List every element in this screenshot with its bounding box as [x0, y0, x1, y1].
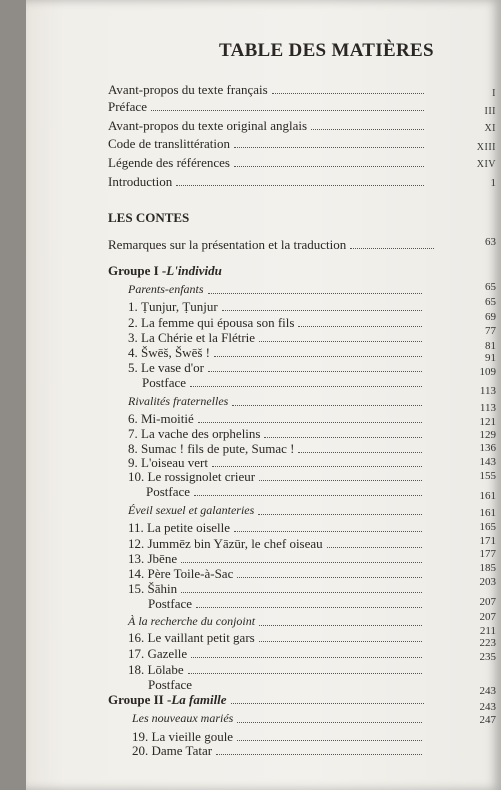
toc-entry: Remarques sur la présentation et la traduction: [108, 235, 438, 252]
toc-entry: Légende des références: [108, 153, 428, 170]
toc-entry: 19. La vieille goule: [132, 727, 426, 744]
page-number: 113: [479, 402, 496, 414]
page-number: 247: [479, 714, 496, 726]
subsection-heading: Les nouveaux mariés: [132, 709, 426, 726]
toc-entry: 15. Šāhin: [128, 579, 426, 596]
toc-entry: 3. La Chérie et la Flétrie: [128, 328, 426, 345]
page-number: 243: [479, 701, 496, 713]
toc-entry: Préface: [108, 97, 428, 114]
toc-entry: 20. Dame Tatar: [132, 741, 426, 758]
page-number: 91: [485, 352, 496, 364]
toc-entry: Avant-propos du texte original anglais: [108, 116, 428, 133]
page-number: 177: [479, 548, 496, 560]
page-number: 69: [485, 311, 496, 323]
page-number: 109: [479, 366, 496, 378]
toc-entry: 13. Jbēne: [128, 549, 426, 566]
page-number: 207: [479, 611, 496, 623]
page-number: 235: [479, 651, 496, 663]
toc-entry: 17. Gazelle: [128, 644, 426, 661]
toc-entry: 6. Mi-moitié: [128, 409, 426, 426]
page-number: 185: [479, 562, 496, 574]
toc-entry: 18. Lōlabe: [128, 660, 426, 677]
page-number: 155: [479, 470, 496, 482]
toc-entry: Postface: [148, 677, 193, 692]
toc-entry: Code de translittération: [108, 134, 428, 151]
page-number: 161: [479, 507, 496, 519]
subsection-heading: Parents-enfants: [128, 280, 426, 297]
toc-entry: Postface: [142, 373, 426, 390]
page-number: 77: [485, 325, 496, 337]
group-heading: Groupe I - L'individu: [108, 263, 222, 278]
page-number: 63: [485, 236, 496, 248]
page-number: 113: [479, 385, 496, 397]
page-number: 65: [485, 281, 496, 293]
page-number: XIII: [476, 142, 496, 153]
page-number: 161: [479, 490, 496, 502]
page-title: TABLE DES MATIÈRES: [219, 40, 434, 61]
toc-entry: Postface: [148, 594, 426, 611]
page-number: 143: [479, 456, 496, 468]
toc-entry: Avant-propos du texte français: [108, 80, 428, 97]
toc-entry: 12. Jummēz bin Yāzūr, le chef oiseau: [128, 534, 426, 551]
page-number: 165: [479, 521, 496, 533]
page-number: 243: [479, 685, 496, 697]
toc-entry: Introduction: [108, 172, 428, 189]
toc-entry: Postface: [146, 482, 426, 499]
page-number: 1: [490, 177, 496, 189]
page-number: 203: [479, 576, 496, 588]
page-number: 129: [479, 429, 496, 441]
toc-entry: 11. La petite oiselle: [128, 518, 426, 535]
toc-entry: 10. Le rossignolet crieur: [128, 467, 426, 484]
page-number: 223: [479, 637, 496, 649]
page-number: 65: [485, 296, 496, 308]
page-number: XI: [484, 123, 496, 134]
page-number: 207: [479, 596, 496, 608]
page-number: 81: [485, 340, 496, 352]
page-number: XIV: [476, 159, 496, 170]
toc-entry: 4. Šwēš, Šwēš !: [128, 343, 426, 360]
toc-entry: 2. La femme qui épousa son fils: [128, 313, 426, 330]
group-heading: Groupe II - La famille: [108, 690, 428, 707]
toc-entry: 8. Sumac ! fils de pute, Sumac !: [128, 439, 426, 456]
toc-entry: 16. Le vaillant petit gars: [128, 628, 426, 645]
subsection-heading: Éveil sexuel et galanteries: [128, 501, 426, 518]
toc-entry: 7. La vache des orphelins: [128, 424, 426, 441]
toc-entry: 14. Père Toile-à-Sac: [128, 564, 426, 581]
page-number: 211: [479, 625, 496, 637]
subsection-heading: À la recherche du conjoint: [128, 612, 426, 629]
section-heading: LES CONTES: [108, 210, 190, 225]
toc-entry: 9. L'oiseau vert: [128, 453, 426, 470]
subsection-heading: Rivalités fraternelles: [128, 392, 426, 409]
page-number: 171: [479, 535, 496, 547]
book-page: [26, 0, 501, 790]
page-number: I: [492, 88, 496, 99]
page-number: 121: [479, 416, 496, 428]
page-number: 136: [479, 442, 496, 454]
toc-entry: 1. Ṭunjur, Ṭunjur: [128, 297, 426, 314]
page-number: III: [484, 106, 496, 117]
toc-entry: 5. Le vase d'or: [128, 358, 426, 375]
